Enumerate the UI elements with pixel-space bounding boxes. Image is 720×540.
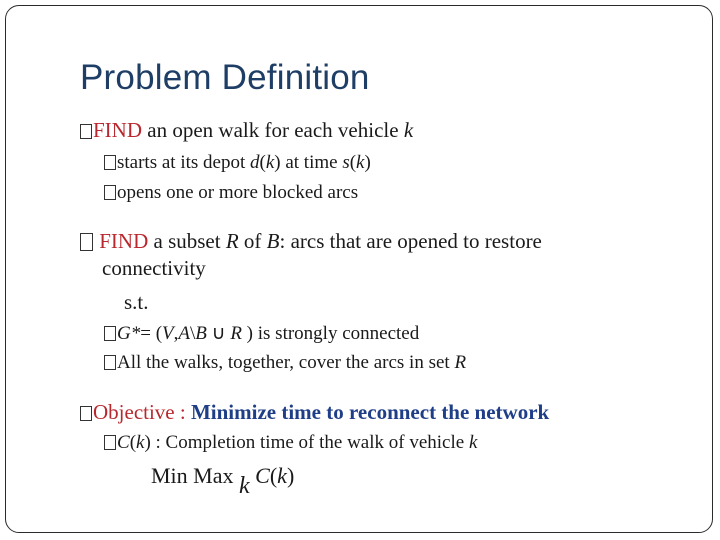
such-that-label: s.t. bbox=[124, 290, 149, 314]
var-B: B bbox=[266, 229, 280, 253]
var-k: k bbox=[468, 432, 478, 453]
depot-subbullet: starts at its depot d(k) at time s(k) bbox=[104, 152, 371, 174]
eq-text: = ( bbox=[140, 323, 163, 344]
bullet-box-icon bbox=[104, 155, 116, 170]
cover-arcs-subbullet bbox=[104, 352, 466, 374]
setminus: \ bbox=[190, 323, 196, 344]
var-R: R bbox=[230, 323, 242, 344]
strongly-connected-subbullet bbox=[104, 322, 419, 345]
slide-title: Problem Definition bbox=[80, 58, 370, 97]
bullet-box-icon bbox=[80, 124, 92, 139]
completion-time-text: : Completion time of the walk of vehicle bbox=[150, 432, 469, 453]
var-k: k bbox=[265, 152, 275, 173]
arcs-opened-text: : arcs that are opened to restore bbox=[279, 229, 542, 253]
bullet-box-icon bbox=[104, 435, 116, 450]
objective-label: Objective : bbox=[93, 400, 191, 424]
bullet-box-icon bbox=[80, 233, 93, 251]
bullet-box-icon bbox=[104, 185, 116, 200]
var-C: C bbox=[255, 463, 270, 488]
blocked-arcs-text: opens one or more blocked arcs bbox=[117, 182, 359, 203]
var-k: k bbox=[403, 118, 414, 142]
bullet-box-icon bbox=[104, 326, 116, 341]
var-G-star: G* bbox=[117, 323, 141, 344]
find-keyword: FIND bbox=[93, 118, 143, 142]
var-s: s bbox=[342, 152, 350, 173]
cover-arcs-text: All the walks, together, cover the arcs in set bbox=[117, 352, 455, 373]
of-text: of bbox=[238, 229, 267, 253]
time-text: at time bbox=[280, 152, 343, 173]
var-R: R bbox=[454, 352, 467, 373]
strongly-connected-text: ) is strongly connected bbox=[241, 323, 420, 344]
var-C: C bbox=[117, 432, 130, 453]
blocked-arcs-subbullet bbox=[104, 182, 358, 204]
union-symbol: ∪ bbox=[206, 323, 231, 344]
comma: , bbox=[173, 323, 179, 344]
bullet-box-icon bbox=[104, 355, 116, 370]
find-walk-text: an open walk for each vehicle bbox=[142, 118, 404, 142]
var-k: k bbox=[277, 463, 287, 488]
min-max-text: Min Max bbox=[151, 463, 239, 488]
find-walk-bullet bbox=[80, 118, 413, 143]
var-d: d bbox=[249, 152, 260, 173]
find-subset-bullet bbox=[80, 229, 542, 254]
completion-time-subbullet: C(k) : Completion time of the walk of vehicle k bbox=[104, 432, 477, 454]
var-R: R bbox=[225, 229, 239, 253]
var-k: k bbox=[136, 432, 145, 453]
objective-bullet bbox=[80, 400, 549, 425]
min-max-formula: Min Max $_k$ C(k) bbox=[151, 463, 295, 499]
bullet-box-icon bbox=[80, 406, 92, 421]
subscript-k: k bbox=[239, 473, 250, 499]
connectivity-line: connectivity bbox=[102, 256, 206, 280]
find-keyword: FIND bbox=[99, 229, 149, 253]
depot-text: starts at its depot bbox=[117, 152, 250, 173]
var-V: V bbox=[162, 323, 174, 344]
var-A: A bbox=[178, 323, 190, 344]
var-B: B bbox=[195, 323, 207, 344]
objective-goal: Minimize time to reconnect the network bbox=[190, 400, 550, 424]
var-k: k bbox=[356, 152, 365, 173]
subset-text: a subset bbox=[148, 229, 226, 253]
